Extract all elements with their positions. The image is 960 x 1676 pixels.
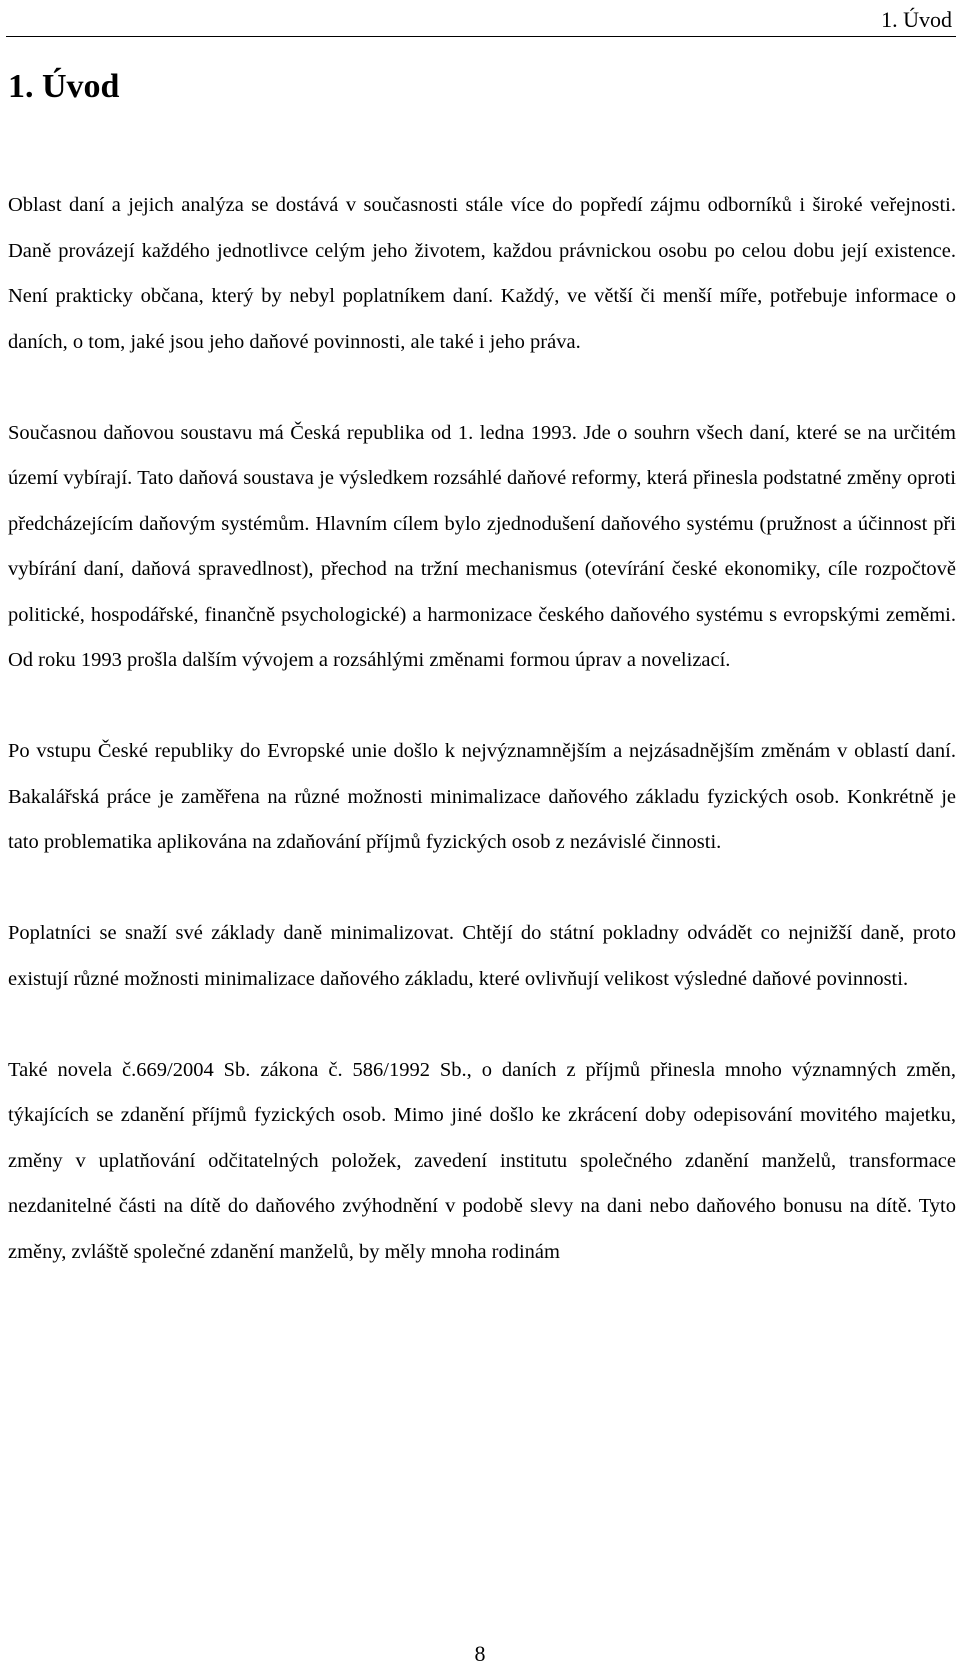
paragraph-amendment: Také novela č.669/2004 Sb. zákona č. 586/1992 Sb., o daních z příjmů přinesla mnoho významných změn, týkajících se zdanění příjmů fyzických osob. Mimo jiné došlo ke zkrácení doby odepisování movitého majetku, změny v uplatňování odčitatelných položek, zavedení institutu společného zdanění manželů, transformace nezdanitelné části na dítě do daňového zvýhodnění v podobě slevy na dani nebo daňového bonusu na dítě. Tyto změny, zvláště společné zdanění manželů, by měly mnoha rodinám bbox=[8, 1058, 956, 1263]
paragraph-intro: Oblast daní a jejich analýza se dostává v současnosti stále více do popředí zájmu odborníků i široké veřejnosti. Daně provázejí každého jednotlivce celým jeho životem, každou právnickou osobu po celou dobu její existence. Není prakticky občana, který by nebyl poplatníkem daní. Každý, ve větší či menší míře, potřebuje informace o daních, o tom, jaké jsou jeho daňové povinnosti, ale také i jeho práva. bbox=[8, 194, 956, 353]
chapter-title: 1. Úvod bbox=[8, 68, 120, 105]
paragraph-eu-accession: Po vstupu České republiky do Evropské unie došlo k nejvýznamnějším a nejzásadnějším změnám v oblastí daní. Bakalářská práce je zaměřena na různé možnosti minimalizace daňového základu fyzických osob. Konkrétně je tato problematika aplikována na zdaňování příjmů fyzických osob z nezávislé činnosti. bbox=[8, 740, 956, 853]
body-text bbox=[8, 183, 956, 1275]
running-header: 1. Úvod bbox=[881, 7, 952, 32]
paragraph-taxpayers: Poplatníci se snaží své základy daně minimalizovat. Chtějí do státní pokladny odvádět co nejnižší daně, proto existují různé možnosti minimalizace daňového základu, které ovlivňují velikost výsledné daňové povinnosti. bbox=[8, 922, 956, 990]
paragraph-tax-system: Současnou daňovou soustavu má Česká republika od 1. ledna 1993. Jde o souhrn všech daní, které se na určitém území vybírají. Tato daňová soustava je výsledkem rozsáhlé daňové reformy, která přinesla podstatné změny oproti předcházejícím daňovým systémům. Hlavním cílem bylo zjednodušení daňového systému (pružnost a účinnost při vybírání daní, daňová spravedlnost), přechod na tržní mechanismus (otevírání české ekonomiky, cíle rozpočtově politické, hospodářské, finančně psychologické) a harmonizace českého daňového systému s evropskými zeměmi. Od roku 1993 prošla dalším vývojem a rozsáhlými změnami formou úprav a novelizací. bbox=[8, 421, 956, 671]
header-rule bbox=[6, 36, 956, 37]
page-number: 8 bbox=[474, 1641, 486, 1666]
